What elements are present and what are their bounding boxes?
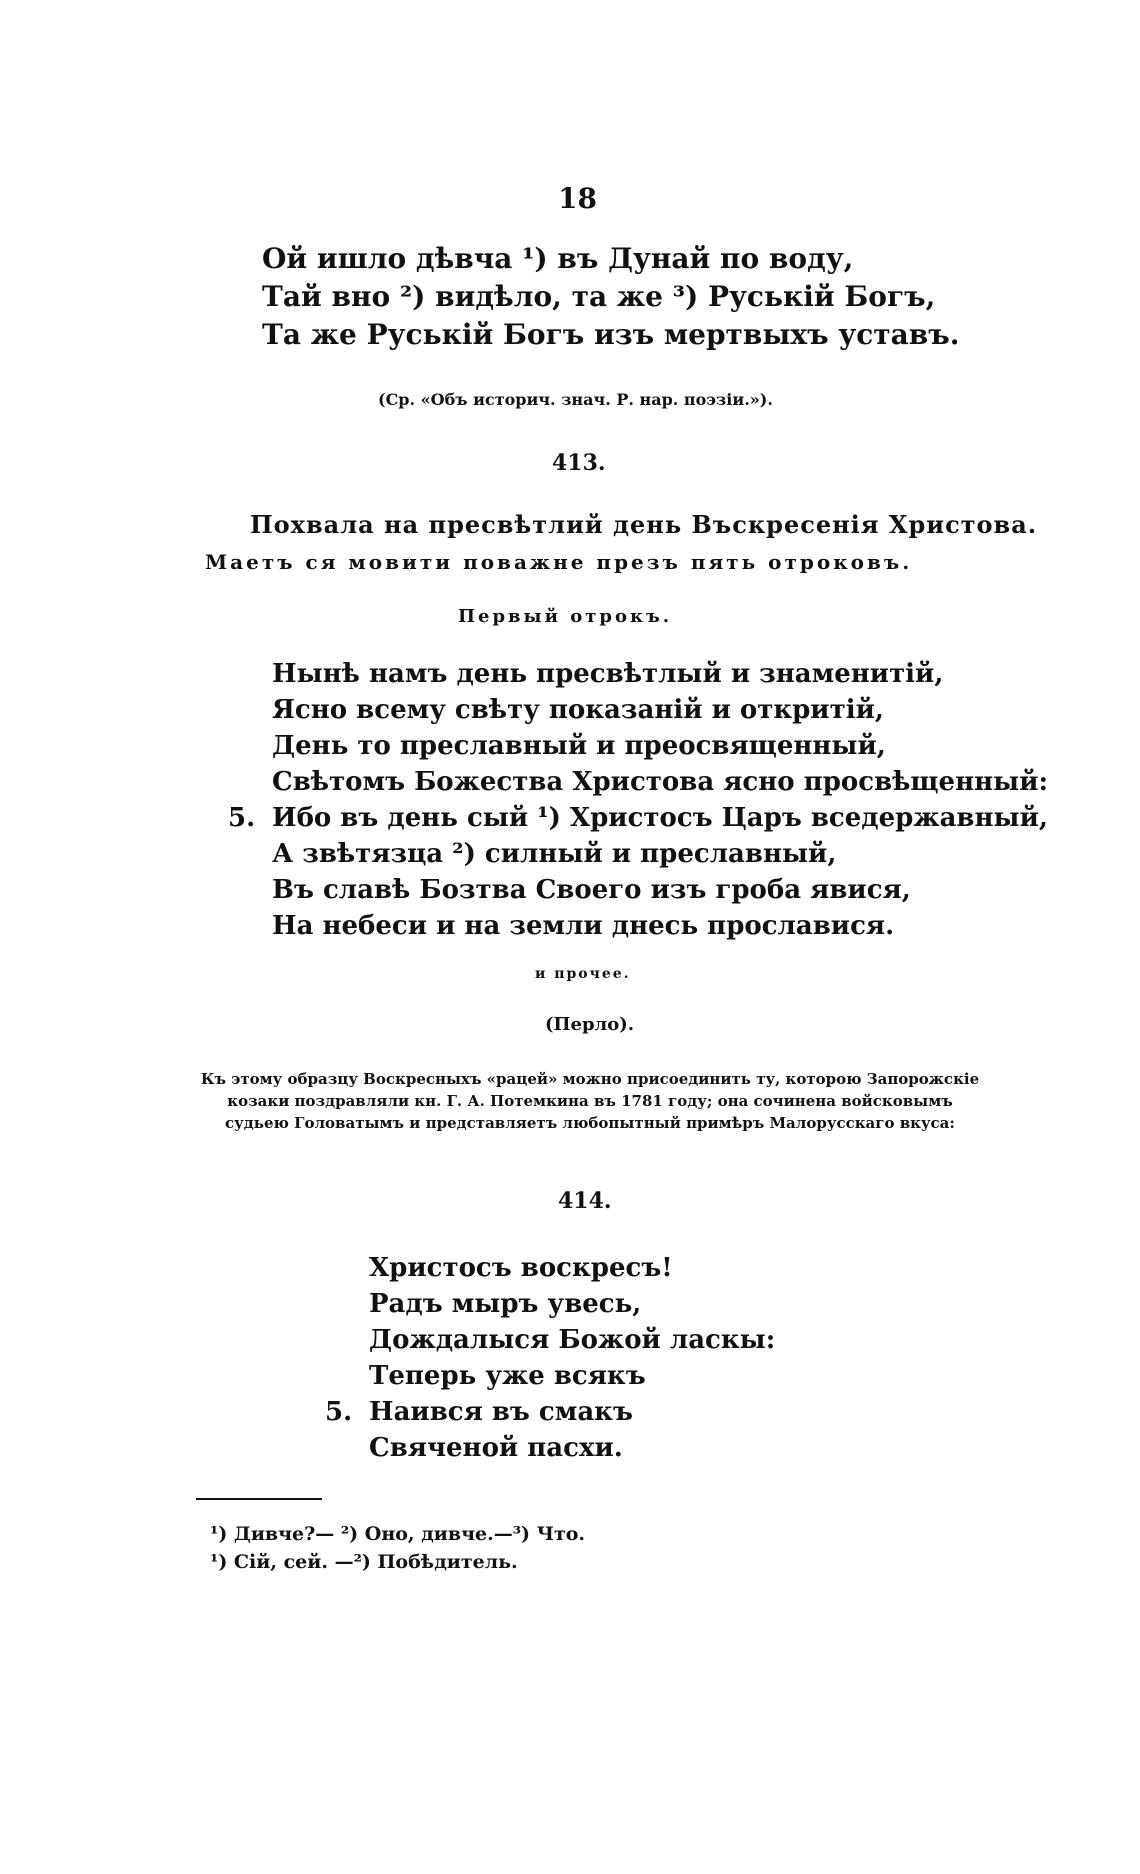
poem-line — [228, 836, 1048, 872]
entry-subtitle: Маетъ ся мовити поважне презъ пять отроковъ. — [205, 550, 913, 574]
line-text: Ибо въ день сый ¹) Христосъ Царъ вседержавный, — [272, 803, 1048, 833]
poem-414 — [325, 1250, 775, 1466]
line-text: Ясно всему свѣту показаній и откритій, — [272, 695, 884, 725]
source-reference: (Ср. «Объ историч. знач. Р. нар. поэзіи.»). — [378, 390, 773, 409]
line-text: Радъ мыръ увесь, — [369, 1289, 642, 1319]
line-text: Христосъ воскресъ! — [369, 1253, 673, 1283]
poem-line — [325, 1250, 775, 1286]
poem-line — [228, 800, 1048, 836]
poem-line: Ой ишло дѣвча ¹) въ Дунай по воду, — [262, 242, 854, 275]
footnote: ¹) Сій, сей. —²) Побѣдитель. — [210, 1551, 518, 1573]
line-text: А звѣтязца ²) силный и преславный, — [272, 839, 837, 869]
poem-fragment-412 — [262, 240, 959, 354]
poem-line — [228, 872, 1048, 908]
line-text: Наився въ смакъ — [369, 1397, 633, 1427]
entry-number-414: 414. — [558, 1188, 612, 1214]
line-number: 5. — [228, 803, 256, 833]
entry-number-413: 413. — [552, 450, 606, 476]
footnotes — [210, 1520, 585, 1576]
poem-line — [325, 1358, 775, 1394]
line-text: Въ славѣ Бозтва Своего изъ гроба явися, — [272, 875, 911, 905]
editor-note: Къ этому образцу Воскресныхъ «рацей» можно присоединить ту, которою Запорожскіе козаки поздравляли кн. Г. А. Потемкина въ 1781 году; она сочинена войсковымъ судьею Головатымъ и представляетъ любопытный примѣръ Малорусскаго вкуса: — [200, 1070, 980, 1132]
poem-line: Та же Руській Богъ изъ мертвыхъ уставъ. — [262, 318, 960, 351]
poem-413 — [228, 656, 1048, 944]
entry-title: Похвала на пресвѣтлий день Въскресенія Христова. — [250, 510, 1038, 539]
footnote: ¹) Дивче?— ²) Оно, дивче.—³) Что. — [210, 1523, 586, 1545]
line-text: Свѣтомъ Божества Христова ясно просвѣщенный: — [272, 767, 1049, 797]
source-note: (Перло). — [545, 1014, 635, 1035]
footnote-divider — [196, 1498, 322, 1500]
poem-line — [228, 656, 1048, 692]
poem-line — [325, 1394, 775, 1430]
line-text: Нынѣ намъ день пресвѣтлый и знаменитій, — [272, 659, 944, 689]
poem-line — [325, 1322, 775, 1358]
poem-line — [325, 1286, 775, 1322]
page-number: 18 — [558, 182, 597, 215]
poem-line — [228, 908, 1048, 944]
poem-line — [325, 1430, 775, 1466]
etc-marker: и прочее. — [535, 966, 631, 982]
line-text: Дождалыся Божой ласкы: — [369, 1325, 776, 1355]
line-number: 5. — [325, 1397, 353, 1427]
line-text: День то преславный и преосвященный, — [272, 731, 886, 761]
line-text: На небеси и на земли днесь прославися. — [272, 911, 895, 941]
line-text: Свяченой пасхи. — [369, 1433, 623, 1463]
poem-line — [228, 692, 1048, 728]
poem-line — [228, 728, 1048, 764]
section-heading: Первый отрокъ. — [458, 606, 673, 627]
poem-line: Тай вно ²) видѣло, та же ³) Руській Богъ, — [262, 280, 936, 313]
line-text: Теперь уже всякъ — [369, 1361, 646, 1391]
poem-line — [228, 764, 1048, 800]
